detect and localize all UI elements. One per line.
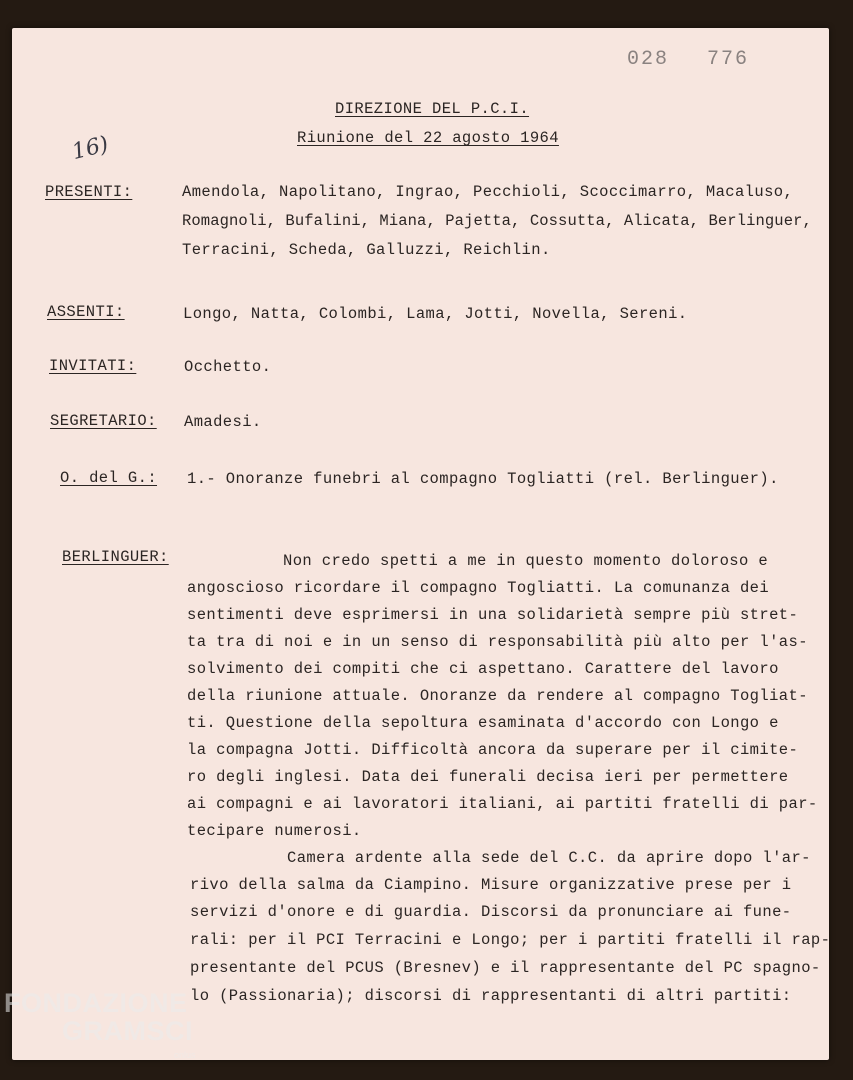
speech-line: ai compagni e ai lavoratori italiani, ai partiti fratelli di par- bbox=[187, 795, 818, 813]
segretario-label: SEGRETARIO: bbox=[50, 412, 157, 430]
agenda-label: O. del G.: bbox=[60, 469, 158, 487]
speech-line: presentante del PCUS (Bresnev) e il rappresentante del PC spagno- bbox=[190, 959, 821, 977]
speech-line: ta tra di noi e in un senso di responsabilità più alto per l'as- bbox=[187, 633, 808, 651]
watermark-line: FONDAZIONE bbox=[4, 988, 188, 1018]
watermark-line: onlus bbox=[174, 1050, 196, 1060]
archive-number-b: 776 bbox=[707, 48, 750, 71]
speech-line: rivo della salma da Ciampino. Misure organizzative prese per i bbox=[190, 876, 792, 894]
speech-line: ti. Questione della sepoltura esaminata d'accordo con Longo e bbox=[187, 714, 779, 732]
meeting-date: Riunione del 22 agosto 1964 bbox=[297, 129, 559, 147]
speech-line: servizi d'onore e di guardia. Discorsi da pronunciare ai fune- bbox=[190, 903, 792, 921]
presenti-line: Romagnoli, Bufalini, Miana, Pajetta, Cossutta, Alicata, Berlinguer, bbox=[182, 212, 812, 230]
invitati-label: INVITATI: bbox=[49, 357, 137, 375]
assenti-label: ASSENTI: bbox=[47, 303, 125, 321]
watermark-line: GRAMSCI bbox=[62, 1016, 193, 1046]
speech-line: la compagna Jotti. Difficoltà ancora da superare per il cimite- bbox=[187, 741, 799, 759]
speech-line: solvimento dei compiti che ci aspettano. Carattere del lavoro bbox=[187, 660, 779, 678]
presenti-line: Terracini, Scheda, Galluzzi, Reichlin. bbox=[182, 241, 551, 259]
presenti-line: Amendola, Napolitano, Ingrao, Pecchioli, Scoccimarro, Macaluso, bbox=[182, 183, 794, 201]
speech-line: tecipare numerosi. bbox=[187, 822, 362, 840]
presenti-label: PRESENTI: bbox=[45, 183, 133, 201]
speech-line: Non credo spetti a me in questo momento doloroso e bbox=[283, 552, 769, 570]
speaker-label: BERLINGUER: bbox=[62, 548, 169, 566]
speech-line: ro degli inglesi. Data dei funerali decisa ieri per permettere bbox=[187, 768, 789, 786]
segretario-value: Amadesi. bbox=[184, 413, 262, 431]
agenda-item: 1.- Onoranze funebri al compagno Togliatti (rel. Berlinguer). bbox=[187, 470, 779, 488]
handwritten-page-number: 16) bbox=[69, 131, 112, 166]
speech-line: rali: per il PCI Terracini e Longo; per i partiti fratelli il rap- bbox=[190, 931, 831, 949]
speech-line: della riunione attuale. Onoranze da rendere al compagno Togliat- bbox=[187, 687, 808, 705]
speech-line: lo (Passionaria); discorsi di rappresentanti di altri partiti: bbox=[190, 987, 792, 1005]
speech-line: Camera ardente alla sede del C.C. da aprire dopo l'ar- bbox=[287, 849, 811, 867]
document-title: DIREZIONE DEL P.C.I. bbox=[335, 100, 530, 118]
invitati-value: Occhetto. bbox=[184, 358, 272, 376]
assenti-value: Longo, Natta, Colombi, Lama, Jotti, Novella, Sereni. bbox=[183, 305, 688, 323]
speech-line: angoscioso ricordare il compagno Togliatti. La comunanza dei bbox=[187, 579, 770, 597]
archive-number-a: 028 bbox=[627, 48, 670, 71]
fondazione-gramsci-watermark bbox=[4, 988, 196, 1060]
document-page bbox=[12, 28, 829, 1060]
speech-line: sentimenti deve esprimersi in una solidarietà sempre più stret- bbox=[187, 606, 799, 624]
